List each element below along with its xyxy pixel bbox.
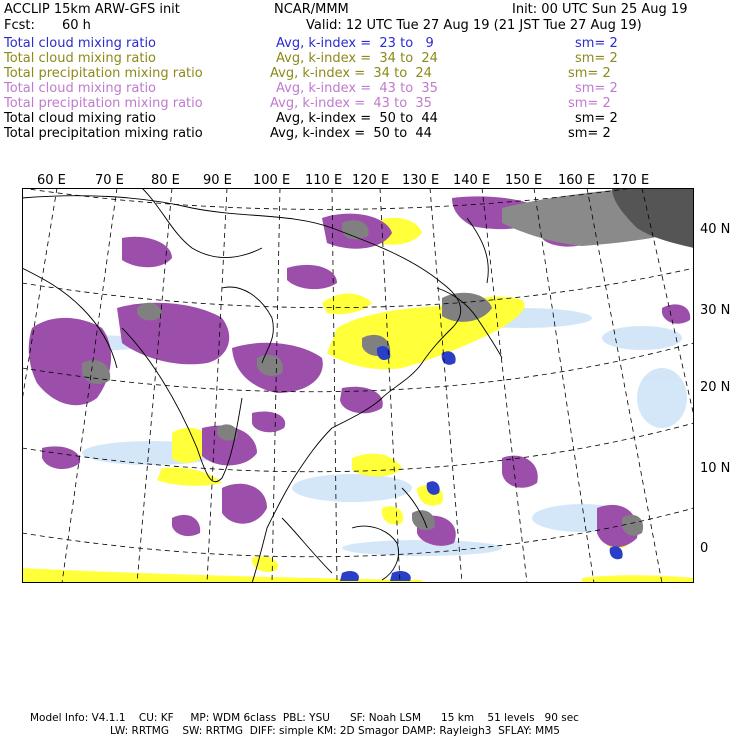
legend-field-2: Total cloud mixing ratio: [4, 51, 157, 66]
lon-label-100e: 100 E: [253, 173, 291, 188]
legend-field-5: Total precipitation mixing ratio: [4, 96, 203, 111]
fcst-label: Fcst:: [4, 18, 35, 33]
legend-field-7: Total precipitation mixing ratio: [4, 126, 203, 141]
lat-label-0: 0: [700, 541, 709, 556]
lon-label-130e: 130 E: [402, 173, 440, 188]
legend-sm-6: sm= 2: [575, 111, 618, 126]
lon-label-90e: 90 E: [203, 173, 232, 188]
fcst-value: 60 h: [62, 18, 91, 33]
lat-label-30n: 30 N: [700, 303, 731, 318]
valid-time: Valid: 12 UTC Tue 27 Aug 19 (21 JST Tue 27 Aug 19): [306, 18, 642, 33]
cloud-mixing-ratio-map: [22, 188, 694, 583]
model-info-line1: Model Info: V4.1.1 CU: KF MP: WDM 6class PBL: YSU SF: Noah LSM 15 km 51 levels 90 sec: [30, 712, 579, 724]
lat-label-10n: 10 N: [700, 461, 731, 476]
legend-sm-5: sm= 2: [568, 96, 611, 111]
legend-field-3: Total precipitation mixing ratio: [4, 66, 203, 81]
legend-avg-5: Avg, k-index = 43 to 35: [270, 96, 432, 111]
model-info-line2: LW: RRTMG SW: RRTMG DIFF: simple KM: 2D Smagor DAMP: Rayleigh3 SFLAY: MM5: [110, 725, 560, 737]
legend-avg-2: Avg, k-index = 34 to 24: [276, 51, 438, 66]
lon-label-60e: 60 E: [37, 173, 66, 188]
org-label: NCAR/MMM: [274, 2, 349, 17]
model-title: ACCLIP 15km ARW-GFS init: [4, 2, 180, 17]
lon-label-80e: 80 E: [151, 173, 180, 188]
legend-sm-3: sm= 2: [568, 66, 611, 81]
legend-field-6: Total cloud mixing ratio: [4, 111, 157, 126]
init-time: Init: 00 UTC Sun 25 Aug 19: [512, 2, 688, 17]
lon-label-70e: 70 E: [95, 173, 124, 188]
legend-sm-7: sm= 2: [568, 126, 611, 141]
legend-avg-6: Avg, k-index = 50 to 44: [276, 111, 438, 126]
legend-avg-7: Avg, k-index = 50 to 44: [270, 126, 432, 141]
legend-sm-1: sm= 2: [575, 36, 618, 51]
lat-label-40n: 40 N: [700, 222, 731, 237]
legend-field-4: Total cloud mixing ratio: [4, 81, 157, 96]
lon-label-170e: 170 E: [612, 173, 650, 188]
lon-label-120e: 120 E: [352, 173, 390, 188]
legend-field-1: Total cloud mixing ratio: [4, 36, 157, 51]
lon-label-140e: 140 E: [453, 173, 491, 188]
legend-sm-4: sm= 2: [575, 81, 618, 96]
lon-label-160e: 160 E: [558, 173, 596, 188]
legend-avg-4: Avg, k-index = 43 to 35: [276, 81, 438, 96]
legend-avg-3: Avg, k-index = 34 to 24: [270, 66, 432, 81]
legend-sm-2: sm= 2: [575, 51, 618, 66]
legend-avg-1: Avg, k-index = 23 to 9: [276, 36, 434, 51]
lon-label-110e: 110 E: [305, 173, 343, 188]
lon-label-150e: 150 E: [505, 173, 543, 188]
lat-label-20n: 20 N: [700, 380, 731, 395]
